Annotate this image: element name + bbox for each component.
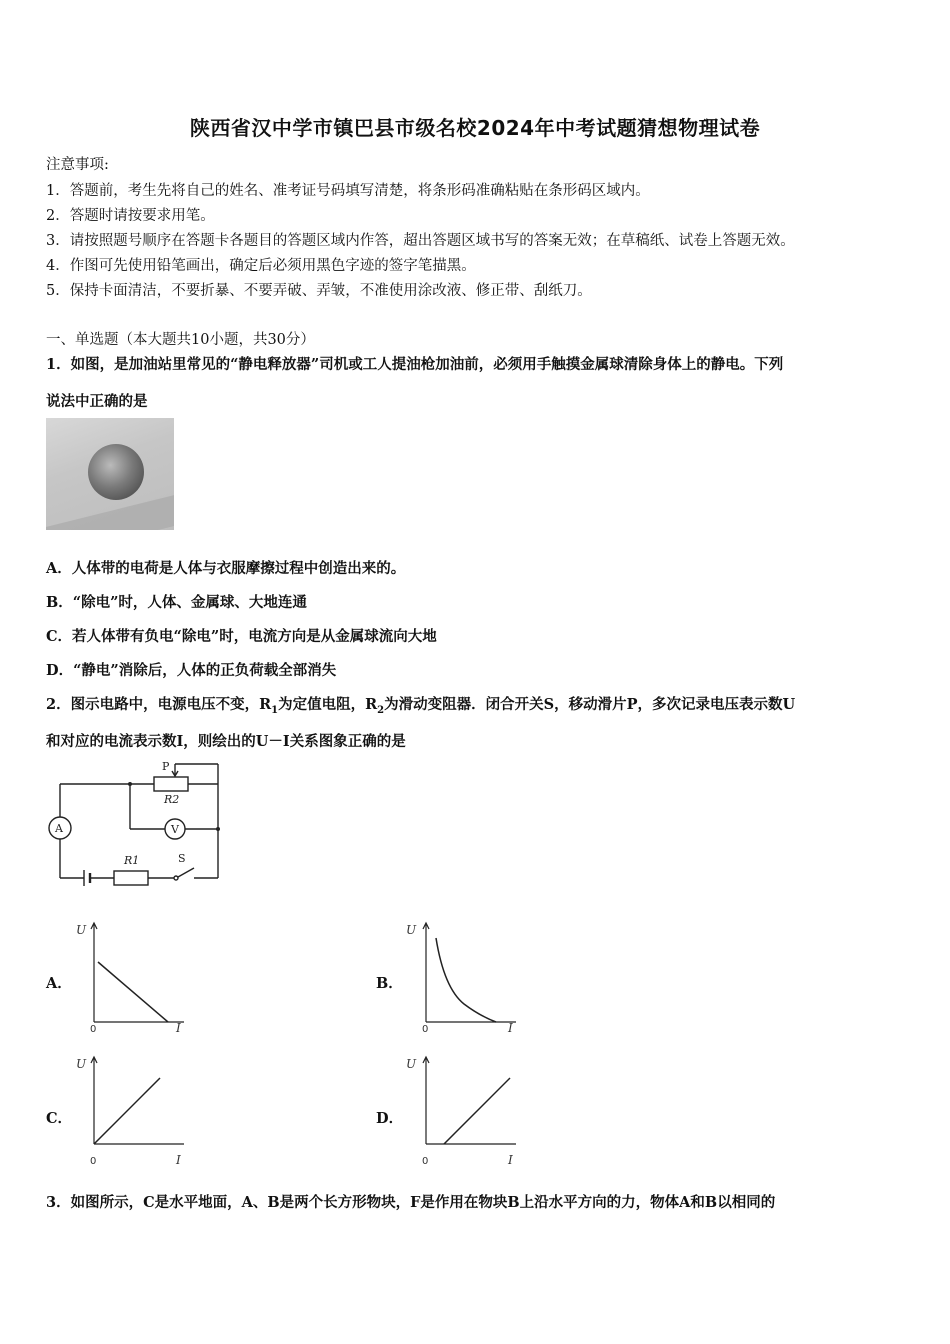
metal-ball-image (88, 444, 144, 500)
graph-option-b (400, 918, 522, 1032)
question-1-option-a: A．人体带的电荷是人体与衣服摩擦过程中创造出来的。 (46, 560, 406, 577)
graph-option-a-label: A． (46, 975, 72, 992)
label-p: P (162, 760, 170, 773)
question-1-text-cont: 说法中正确的是 (46, 393, 148, 410)
origin-label: 0 (90, 1156, 97, 1166)
q2-text-part: 2．图示电路中，电源电压不变，R (46, 696, 272, 713)
resistor-r2 (154, 777, 188, 791)
q2-subscript: 1 (271, 704, 279, 716)
question-1-text: 1．如图，是加油站里常见的“静电释放器”司机或工人提油枪加油前，必须用手触摸金属球清除身体上的静电。下列 (46, 356, 784, 373)
graph-option-b-label: B． (376, 975, 403, 992)
graph-option-d (400, 1052, 522, 1166)
label-s: S (178, 852, 186, 865)
u-axis-label: U (406, 1057, 417, 1071)
q2-text-part: 为滑动变阻器．闭合开关S，移动滑片P，多次记录电压表示数U (384, 696, 796, 713)
resistor-r1 (114, 871, 148, 885)
graph-option-a (70, 918, 190, 1032)
notes-item: 5．保持卡面清洁，不要折暴、不要弄破、弄皱，不准使用涂改液、修正带、刮纸刀。 (46, 283, 592, 299)
question-1-option-d: D．“静电”消除后，人体的正负荷载全部消失 (46, 662, 337, 679)
question-2-text-cont: 和对应的电流表示数I，则绘出的U－I关系图象正确的是 (46, 733, 406, 750)
graph-line (94, 1078, 160, 1144)
notes-item: 3．请按照题号顺序在答题卡各题目的答题区域内作答，超出答题区域书写的答案无效；在草稿纸、试卷上答题无效。 (46, 233, 795, 249)
graph-option-d-label: D． (376, 1110, 404, 1127)
label-r2: R2 (164, 793, 180, 806)
label-voltmeter: V (171, 823, 179, 836)
q2-text-part: 为定值电阻，R (278, 696, 378, 713)
u-axis-label: U (406, 923, 417, 937)
i-axis-label: I (508, 1021, 513, 1032)
notes-item: 1．答题前，考生先将自己的姓名、准考证号码填写清楚，将条形码准确粘贴在条形码区域内。 (46, 183, 650, 199)
origin-label: 0 (422, 1024, 429, 1032)
switch-contact (174, 876, 178, 880)
junction-dot (216, 827, 220, 831)
notes-item: 2．答题时请按要求用笔。 (46, 208, 215, 224)
graph-option-c-label: C． (46, 1110, 73, 1127)
graph-line (98, 962, 168, 1022)
label-r1: R1 (124, 854, 140, 867)
notes-heading: 注意事项: (46, 157, 109, 173)
u-axis-label: U (76, 923, 87, 937)
u-axis-label: U (76, 1057, 87, 1071)
junction-dot (128, 782, 132, 786)
page-title: 陕西省汉中学市镇巴县市级名校2024年中考试题猜想物理试卷 (189, 116, 761, 140)
question-1-option-c: C．若人体带有负电“除电”时，电流方向是从金属球流向大地 (46, 628, 437, 645)
graph-option-c (70, 1052, 190, 1166)
i-axis-label: I (176, 1021, 181, 1032)
i-axis-label: I (508, 1153, 513, 1166)
static-discharger-photo (46, 418, 174, 530)
switch-lever (178, 868, 194, 877)
origin-label: 0 (422, 1156, 429, 1166)
label-ammeter: A (55, 822, 63, 835)
question-1-option-b: B．“除电”时，人体、金属球、大地连通 (46, 594, 307, 611)
i-axis-label: I (176, 1153, 181, 1166)
section-heading: 一、单选题（本大题共10小题，共30分） (46, 332, 315, 348)
graph-line (444, 1078, 510, 1144)
q2-subscript: 2 (377, 704, 385, 716)
origin-label: 0 (90, 1024, 97, 1032)
graph-curve (436, 938, 496, 1022)
circuit-diagram (44, 760, 224, 890)
question-3-text: 3．如图所示，C是水平地面，A、B是两个长方形物块，F是作用在物块B上沿水平方向的力，物体A和B以相同的 (46, 1194, 776, 1211)
notes-item: 4．作图可先使用铅笔画出，确定后必须用黑色字迹的签字笔描黑。 (46, 258, 476, 274)
question-2-text (46, 693, 795, 716)
